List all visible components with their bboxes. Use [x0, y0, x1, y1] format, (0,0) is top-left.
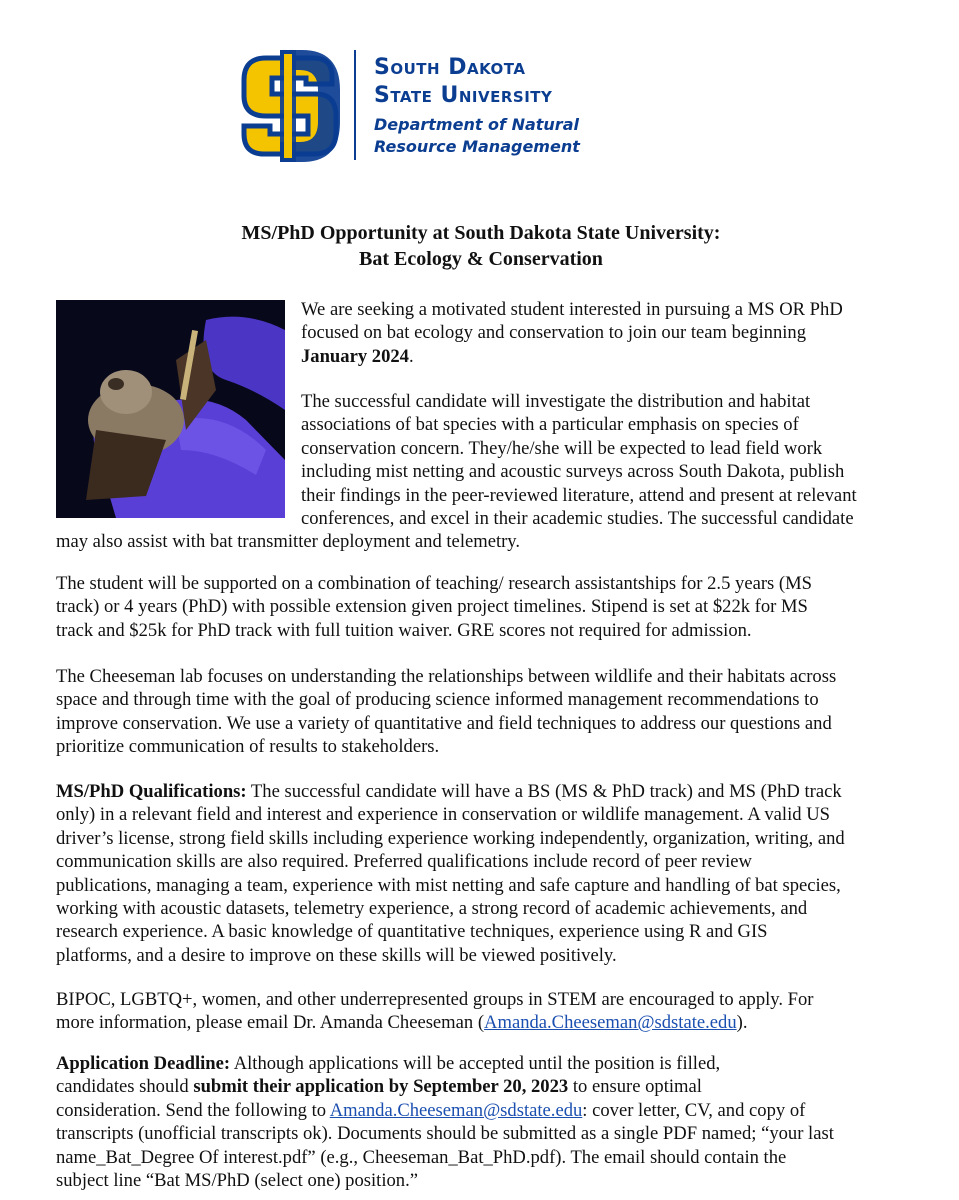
support-paragraph	[56, 572, 906, 642]
candidate-line: their findings in the peer-reviewed literature, attend and present at relevant	[301, 484, 857, 506]
lab-paragraph	[56, 665, 906, 759]
diversity-paragraph	[56, 988, 906, 1035]
candidate-line: The successful candidate will investigate the distribution and habitat	[301, 391, 811, 412]
qualifications-line: platforms, and a desire to improve on these skills will be viewed positively.	[56, 944, 617, 966]
title-line1: MS/PhD Opportunity at South Dakota State University:	[241, 222, 721, 244]
candidate-line: may also assist with bat transmitter deployment and telemetry.	[56, 531, 521, 553]
qualifications-text: The successful candidate will have a BS (MS & PhD track) and MS (PhD track	[246, 781, 842, 802]
department-name	[374, 114, 580, 158]
start-date: January 2024	[301, 345, 409, 367]
candidate-line: conservation concern. They/he/she will be expected to lead field work	[301, 437, 823, 459]
university-name	[374, 54, 552, 110]
deadline-line: subject line “Bat MS/PhD (select one) position.”	[56, 1170, 418, 1192]
deadline-line	[56, 1099, 906, 1122]
candidate-line: associations of bat species with a particular emphasis on species of	[301, 414, 799, 436]
page-title	[56, 220, 906, 272]
deadline-text: to ensure optimal	[568, 1076, 702, 1098]
candidate-line: conferences, and excel in their academic studies. The successful candidate	[301, 508, 854, 530]
support-line: track) or 4 years (PhD) with possible extension given project timelines. Stipend is set at $22k for MS	[56, 596, 808, 618]
diversity-line: BIPOC, LGBTQ+, women, and other underrepresented groups in STEM are encouraged to apply. For	[56, 989, 814, 1010]
email-link[interactable]: Amanda.Cheeseman@sdstate.edu	[329, 1099, 583, 1121]
lab-line: space and through time with the goal of producing science informed management recommendations to	[56, 689, 819, 711]
qualifications-line: research experience. A basic knowledge of quantitative techniques, experience using R and GIS	[56, 921, 768, 943]
diversity-line	[56, 1011, 906, 1034]
letterhead	[236, 42, 686, 167]
deadline-label: Application Deadline:	[56, 1053, 231, 1074]
qualifications-line: only) in a relevant field and interest and experience in conservation or wildlife management. A valid US	[56, 804, 830, 826]
university-name-line1: South Dakota	[374, 55, 526, 80]
candidate-paragraph	[56, 390, 906, 554]
diversity-text-end: ).	[736, 1012, 748, 1034]
email-link[interactable]: Amanda.Cheeseman@sdstate.edu	[484, 1012, 737, 1034]
intro-paragraph	[56, 298, 959, 368]
qualifications-line: communication skills are also required. Preferred qualifications include record of peer review	[56, 851, 752, 873]
support-line: The student will be supported on a combination of teaching/ research assistantships for 2.5 years (MS	[56, 573, 812, 594]
lab-line: prioritize communication of results to stakeholders.	[56, 736, 440, 758]
qualifications-line	[56, 780, 906, 803]
intro-line	[301, 345, 959, 368]
lab-line: The Cheeseman lab focuses on understanding the relationships between wildlife and their habitats across	[56, 666, 837, 687]
university-name-line2: State University	[374, 83, 553, 108]
deadline-line: transcripts (unofficial transcripts ok). Documents should be submitted as a single PDF named; “your last	[56, 1123, 834, 1145]
deadline-text: candidates should	[56, 1076, 194, 1098]
qualifications-paragraph	[56, 780, 906, 967]
deadline-date: submit their application by September 20, 2023	[193, 1076, 569, 1098]
qualifications-label: MS/PhD Qualifications:	[56, 781, 247, 802]
qualifications-line: driver’s license, strong field skills including experience working independently, organization, writing, and	[56, 827, 845, 849]
logo-divider	[354, 50, 356, 160]
deadline-text: : cover letter, CV, and copy of	[582, 1099, 806, 1121]
lab-line: improve conservation. We use a variety of quantitative and field techniques to address our questions and	[56, 712, 832, 734]
intro-line-end: .	[408, 345, 414, 367]
support-line: track and $25k for PhD track with full tuition waiver. GRE scores not required for admission.	[56, 619, 752, 641]
qualifications-line: working with acoustic datasets, telemetry experience, a strong record of academic achievements, and	[56, 898, 808, 920]
deadline-text: consideration. Send the following to	[56, 1099, 330, 1121]
intro-line: focused on bat ecology and conservation to join our team beginning	[301, 322, 807, 344]
department-name-line1: Department of Natural	[374, 115, 579, 134]
candidate-line: including mist netting and acoustic surveys across South Dakota, publish	[301, 461, 845, 483]
diversity-text: more information, please email Dr. Amanda Cheeseman (	[56, 1012, 485, 1034]
deadline-line: name_Bat_Degree Of interest.pdf” (e.g., Cheeseman_Bat_PhD.pdf). The email should contain the	[56, 1146, 787, 1168]
title-line2: Bat Ecology & Conservation	[359, 248, 603, 270]
deadline-line	[56, 1052, 906, 1075]
department-name-line2: Resource Management	[374, 137, 580, 156]
sdsu-logo	[236, 50, 344, 162]
deadline-text: Although applications will be accepted until the position is filled,	[230, 1053, 721, 1074]
qualifications-line: publications, managing a team, experience with mist netting and safe capture and handling of bat species,	[56, 874, 841, 896]
intro-line: We are seeking a motivated student interested in pursuing a MS OR PhD	[301, 299, 843, 320]
deadline-paragraph	[56, 1052, 906, 1192]
deadline-line	[56, 1075, 906, 1098]
